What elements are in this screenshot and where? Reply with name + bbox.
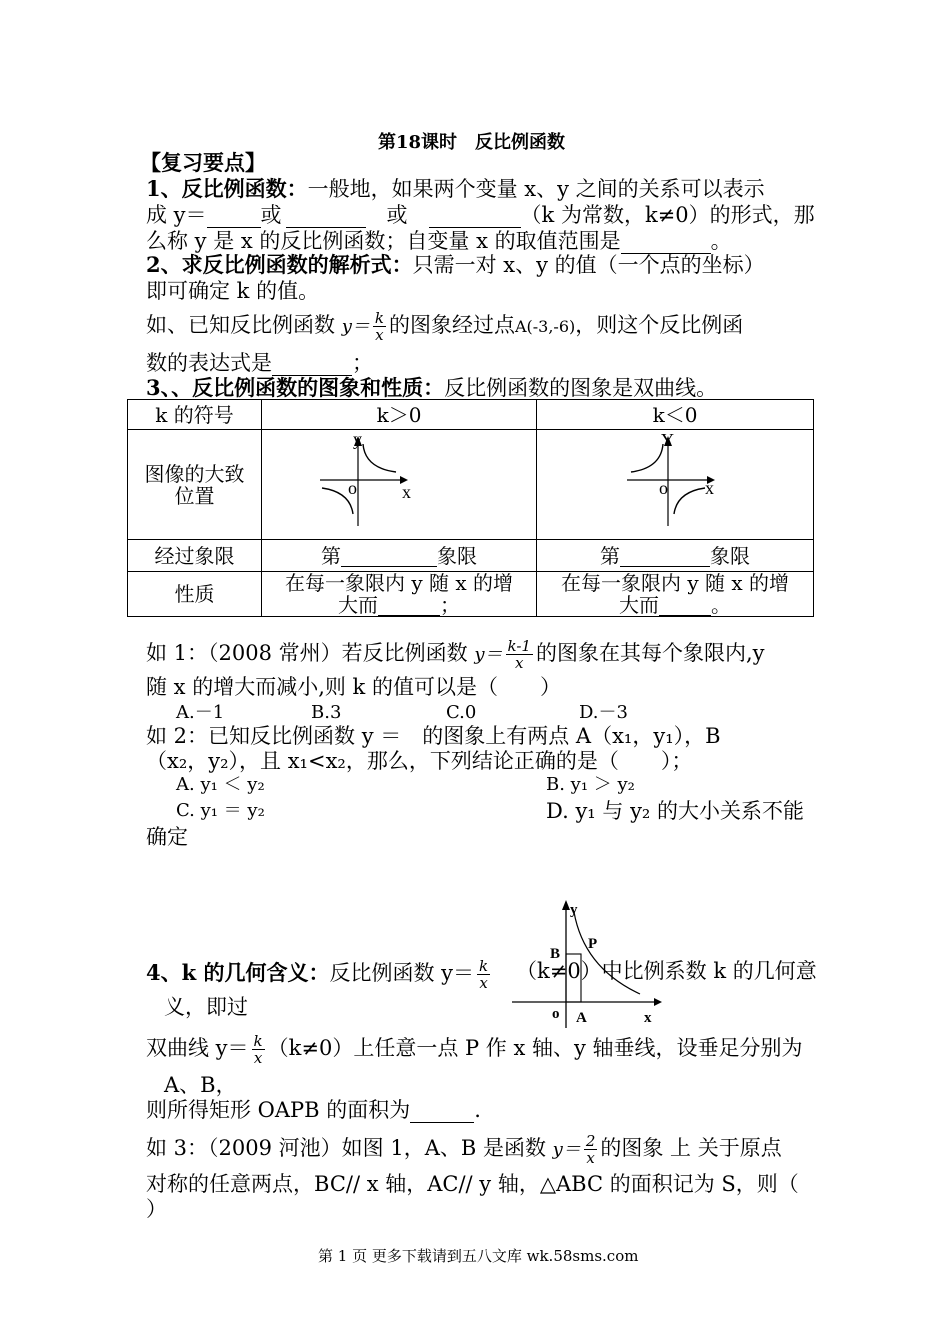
quadrants-k-positive — [262, 540, 537, 572]
fraction — [373, 310, 386, 343]
fill-blank[interactable] — [659, 595, 711, 616]
part-4-line-5 — [146, 1097, 481, 1123]
text: 如 1：（2008 常州）若反比例函数 — [146, 641, 468, 665]
fill-blank[interactable] — [341, 546, 437, 567]
header-k-negative: k＜0 — [537, 400, 814, 430]
text: 双曲线 y＝ — [146, 1036, 249, 1060]
x-label: x — [644, 1010, 652, 1026]
text: 的图象经过点 — [388, 313, 515, 337]
formula-lhs: y＝ — [552, 1139, 581, 1160]
text: 则所得矩形 OAPB 的面积为 — [146, 1098, 411, 1122]
text: （k 为常数，k≠0）的形式，那 — [520, 203, 815, 227]
text: 如、已知反比例函数 — [146, 313, 335, 337]
question-3-line-2: 对称的任意两点，BC// x 轴，AC// y 轴，△ABC 的面积记为 S，则（ — [146, 1172, 799, 1196]
formula-lhs: y＝ — [474, 644, 503, 665]
q1-option-a[interactable]: A.－1 — [176, 702, 225, 723]
page-footer: 第 1 页 更多下载请到五八文库 wk.58sms.com — [318, 1247, 639, 1265]
hyperbola-k-positive-graph — [262, 430, 536, 535]
x-arrow — [654, 998, 662, 1006]
question-3-line-1 — [146, 1133, 782, 1166]
row-label-graph — [128, 430, 262, 540]
text: 或 — [386, 203, 408, 227]
paragraph-1-line-2 — [146, 202, 815, 228]
part-4-line-2: 义，即过 — [164, 995, 248, 1019]
point-p-label: P — [588, 936, 598, 952]
denominator: x — [253, 1049, 263, 1067]
section-header: 【复习要点】 — [140, 150, 266, 175]
numerator: k — [479, 957, 489, 975]
text: 。 — [711, 593, 731, 617]
part-4-line-1-tail: （k≠0）中比例系数 k 的几何意 — [516, 959, 817, 983]
x-label: x — [705, 478, 714, 498]
graph-k-negative-cell — [537, 430, 814, 540]
question-3-line-3: ） — [146, 1197, 167, 1221]
text: 如 3：（2009 河池）如图 1，A、B 是函数 — [146, 1136, 546, 1160]
text: 在每一象限内 y 随 x 的增 — [284, 571, 513, 595]
part-4-line-1 — [146, 958, 493, 991]
part-4-line-3 — [146, 1033, 803, 1066]
q2-option-b[interactable]: B. y₁ ＞ y₂ — [546, 774, 635, 795]
row-label-property: 性质 — [128, 572, 262, 617]
denominator: x — [479, 974, 488, 992]
paragraph-1-line-3 — [146, 228, 732, 254]
numerator: k-1 — [507, 637, 531, 655]
text: 么称 y 是 x 的反比例函数；自变量 x 的取值范围是 — [146, 229, 621, 253]
question-2-line-2: （x₂，y₂），且 x₁<x₂，那么，下列结论正确的是（ ）； — [146, 749, 693, 773]
q2-option-d[interactable]: D. y₁ 与 y₂ 的大小关系不能 — [546, 799, 805, 823]
denominator: x — [515, 654, 524, 672]
paragraph-3 — [146, 375, 717, 401]
text: 的图象在其每个象限内,y — [535, 641, 765, 665]
text: 大而 — [619, 593, 659, 617]
text: 第 — [321, 543, 341, 568]
text: ； — [352, 351, 373, 375]
q2-option-a[interactable]: A. y₁ ＜ y₂ — [176, 774, 265, 795]
property-k-positive — [262, 572, 537, 617]
hyperbola-k-negative-graph — [537, 430, 813, 535]
paragraph-1-text-a: 一般地，如果两个变量 x、y 之间的关系可以表示 — [307, 177, 765, 201]
curve-quadrant-2 — [631, 444, 663, 472]
paragraph-1-heading: 1、反比例函数： — [146, 176, 308, 201]
fill-blank[interactable] — [286, 207, 366, 228]
text: 或 — [260, 203, 282, 227]
fraction — [477, 958, 490, 991]
fill-blank[interactable] — [429, 207, 521, 228]
fill-blank[interactable] — [410, 1102, 474, 1123]
fill-blank[interactable] — [378, 595, 440, 616]
numerator: k — [253, 1032, 263, 1050]
q1-option-c[interactable]: C.0 — [446, 702, 477, 723]
numerator: k — [374, 309, 384, 327]
example-line-2 — [146, 350, 373, 376]
question-2-line-1: 如 2：已知反比例函数 y ＝ 的图象上有两点 A（x₁，y₁），B — [146, 724, 721, 748]
header-k-positive: k＞0 — [262, 400, 537, 430]
curve-quadrant-4 — [674, 488, 705, 514]
text: . — [474, 1098, 481, 1122]
graph-k-positive-cell — [262, 430, 537, 540]
text: 象限 — [710, 543, 750, 568]
text: 大而 — [338, 593, 378, 617]
denominator: x — [586, 1149, 595, 1167]
text: 只需一对 x、y 的值（一个点的坐标） — [412, 253, 765, 277]
paragraph-2-line-1 — [146, 252, 765, 278]
text: 第 — [600, 543, 620, 568]
origin-label: o — [552, 1006, 560, 1022]
text: 数的表达式是 — [146, 351, 272, 375]
row-label-quadrants: 经过象限 — [128, 540, 262, 572]
text: 图像的大致位置 — [144, 461, 245, 508]
y-label: Y — [661, 430, 674, 450]
text: 。 — [710, 229, 732, 253]
curve-quadrant-1 — [363, 444, 396, 472]
text: 象限 — [437, 543, 477, 568]
x-label: x — [402, 482, 411, 502]
paragraph-2-line-2: 即可确定 k 的值。 — [146, 279, 320, 303]
text: ，则这个反比例函 — [575, 313, 744, 337]
text: （k≠0）上任意一点 P 作 x 轴、y 轴垂线，设垂足分别为 — [267, 1036, 803, 1060]
text: 的图象 上 关于原点 — [600, 1136, 782, 1160]
fraction — [584, 1133, 598, 1166]
denominator: x — [375, 326, 384, 344]
text: ； — [440, 593, 460, 617]
fraction — [252, 1033, 265, 1066]
q1-option-b[interactable]: B.3 — [311, 702, 342, 723]
example-line — [146, 310, 743, 343]
header-k-sign: k 的符号 — [128, 400, 262, 430]
y-label: y — [353, 430, 362, 449]
fill-blank[interactable] — [620, 546, 710, 567]
fraction — [506, 638, 533, 671]
fill-blank[interactable] — [272, 355, 352, 376]
quadrants-k-negative — [537, 540, 814, 572]
numerator: 2 — [585, 1132, 596, 1150]
paragraph-1-line-1 — [146, 176, 765, 202]
text: 反比例函数 y＝ — [329, 961, 475, 985]
text: 反比例函数的图象是双曲线。 — [444, 376, 718, 400]
question-1-line-2: 随 x 的增大而减小,则 k 的值可以是（ ） — [146, 675, 561, 699]
part-4-line-4: A、B， — [164, 1073, 237, 1097]
question-1-line-1 — [146, 638, 765, 671]
fill-blank[interactable] — [621, 233, 711, 254]
property-k-negative — [537, 572, 814, 617]
page-title: 第18课时 反比例函数 — [378, 132, 566, 153]
text: 在每一象限内 y 随 x 的增 — [560, 571, 789, 595]
point-b-label: B — [550, 946, 561, 962]
text: 成 y＝ — [146, 203, 207, 227]
y-arrow — [562, 900, 570, 910]
paragraph-2-heading: 2、求反比例函数的解析式： — [146, 252, 413, 277]
q1-option-d[interactable]: D.－3 — [579, 702, 628, 723]
fill-blank[interactable] — [207, 207, 261, 228]
point-a-label: A — [576, 1010, 587, 1026]
formula-lhs: y＝ — [341, 316, 370, 337]
origin-label: o — [659, 478, 668, 498]
origin-label: o — [348, 478, 357, 498]
part-4-heading: 4、k 的几何含义： — [146, 960, 330, 985]
point-label: A(-3,-6) — [514, 317, 576, 336]
y-label: y — [570, 902, 578, 918]
properties-table — [127, 399, 814, 617]
paragraph-3-heading: 3、、反比例函数的图象和性质： — [146, 375, 445, 400]
q2-option-d-cont: 确定 — [146, 825, 188, 849]
q2-option-c[interactable]: C. y₁ ＝ y₂ — [176, 800, 265, 821]
